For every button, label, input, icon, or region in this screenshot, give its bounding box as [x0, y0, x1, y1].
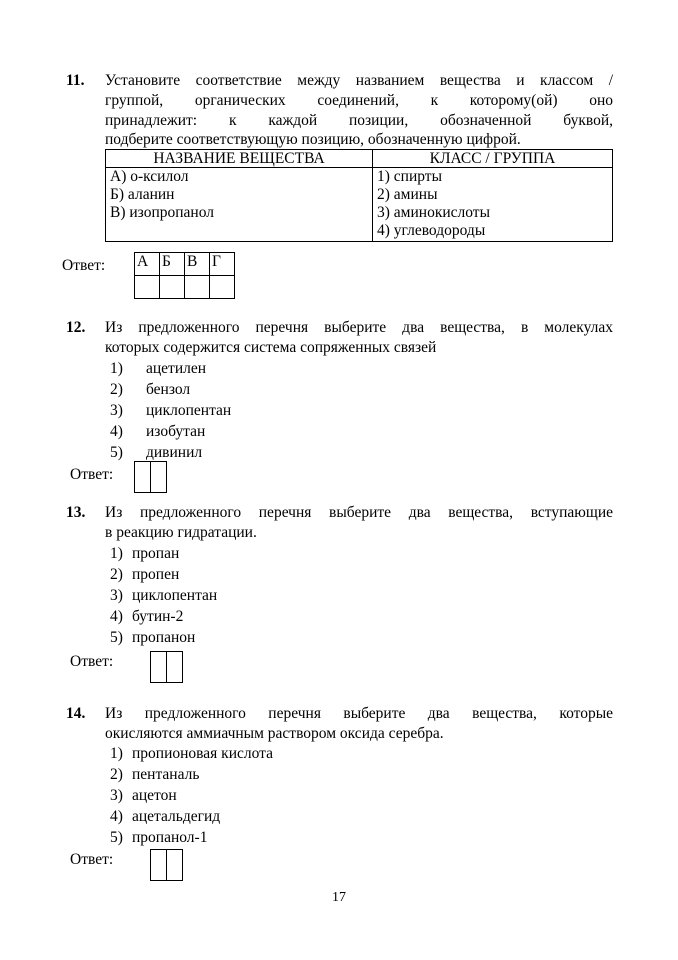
classes-column — [373, 168, 613, 242]
class-4: 4) углеводороды — [377, 222, 486, 239]
answer-label-12: Ответ: — [70, 466, 114, 483]
q12-option-5 — [110, 443, 202, 463]
class-1: 1) спирты — [377, 168, 442, 185]
q12-option-1-number: 1) — [110, 360, 123, 377]
substance-a: А) о-ксилол — [110, 168, 189, 185]
q14-option-4-text: ацетальдегид — [132, 808, 221, 825]
q13-option-2-text: пропен — [132, 566, 180, 583]
question-11-number: 11. — [66, 72, 85, 89]
q13-option-2-number: 2) — [110, 566, 123, 583]
q14-option-1-number: 1) — [110, 745, 123, 762]
q13-option-3-text: циклопентан — [132, 587, 218, 604]
q12-option-1 — [110, 359, 206, 379]
question-11-line-4: подберите соответствующую позицию, обозначенную цифрой. — [105, 131, 521, 148]
q13-option-4 — [110, 607, 183, 627]
q14-option-1 — [110, 744, 273, 764]
q12-option-4 — [110, 422, 205, 442]
q12-option-1-text: ацетилен — [146, 360, 207, 377]
q12-option-3 — [110, 401, 231, 421]
q14-option-5-text: пропанол-1 — [132, 829, 208, 846]
q13-option-5-number: 5) — [110, 629, 123, 646]
question-13-line-1: Из предложенного перечня выберите два вещества, вступающие — [105, 504, 613, 521]
q13-option-3 — [110, 586, 217, 606]
q14-option-4 — [110, 807, 220, 827]
q12-option-3-text: циклопентан — [146, 402, 232, 419]
header-substance-name: НАЗВАНИЕ ВЕЩЕСТВА — [106, 150, 373, 168]
q13-option-4-text: бутин-2 — [132, 608, 184, 625]
q12-option-5-number: 5) — [110, 444, 123, 461]
q12-option-4-number: 4) — [110, 423, 123, 440]
class-2: 2) амины — [377, 186, 438, 203]
q13-option-5-text: пропанон — [132, 629, 196, 646]
answer-box-13-cell-2[interactable] — [167, 651, 183, 683]
page-number: 17 — [332, 890, 346, 905]
question-12-line-1: Из предложенного перечня выберите два вещества, в молекулах — [105, 319, 613, 336]
q14-option-2-number: 2) — [110, 766, 123, 783]
q14-option-4-number: 4) — [110, 808, 123, 825]
answer-box-14[interactable] — [150, 849, 183, 881]
answer-box-12[interactable] — [134, 461, 167, 493]
question-12-line-2: которых содержится система сопряженных связей — [105, 339, 437, 356]
answer-box-13-cell-1[interactable] — [150, 651, 167, 683]
substances-column — [106, 168, 373, 242]
q14-option-2-text: пентаналь — [132, 766, 200, 783]
question-11-line-2: группой, органических соединений, к которому(ой) оно — [105, 92, 613, 109]
question-14-number: 14. — [66, 705, 86, 722]
q12-option-2 — [110, 380, 190, 400]
question-12-number: 12. — [66, 319, 86, 336]
q14-option-1-text: пропионовая кислота — [132, 745, 274, 762]
q13-option-3-number: 3) — [110, 587, 123, 604]
answer-box-14-cell-1[interactable] — [150, 849, 167, 881]
q12-option-2-number: 2) — [110, 381, 123, 398]
q12-option-3-number: 3) — [110, 402, 123, 419]
q12-option-2-text: бензол — [146, 381, 191, 398]
answer-cell-a[interactable] — [135, 276, 160, 299]
answer-letter-v: В — [185, 253, 210, 276]
answer-cell-v[interactable] — [185, 276, 210, 299]
q13-option-5 — [110, 628, 195, 648]
q14-option-3-text: ацетон — [132, 787, 177, 804]
answer-label-13: Ответ: — [70, 653, 114, 670]
q13-option-2 — [110, 565, 179, 585]
answer-label-11: Ответ: — [62, 257, 106, 274]
class-3: 3) аминокислоты — [377, 204, 490, 221]
q13-option-4-number: 4) — [110, 608, 123, 625]
answer-letter-a: А — [135, 253, 160, 276]
answer-box-14-cell-2[interactable] — [167, 849, 183, 881]
substance-c: В) изопропанол — [110, 204, 214, 221]
answer-box-12-cell-1[interactable] — [134, 461, 151, 493]
answer-cell-b[interactable] — [160, 276, 185, 299]
question-11-line-1: Установите соответствие между названием вещества и классом / — [105, 72, 613, 89]
question-11-line-3: принадлежит: к каждой позиции, обозначенной буквой, — [105, 112, 613, 129]
answer-label-14: Ответ: — [70, 851, 114, 868]
header-class-group: КЛАСС / ГРУППА — [373, 150, 613, 168]
question-13-number: 13. — [66, 504, 86, 521]
question-14-line-2: окисляются аммиачным раствором оксида серебра. — [105, 725, 444, 742]
matching-table — [105, 149, 613, 242]
q13-option-1 — [110, 544, 179, 564]
q12-option-5-text: дивинил — [146, 444, 203, 461]
answer-letter-b: Б — [160, 253, 185, 276]
answer-letter-g: Г — [210, 253, 235, 276]
substance-b: Б) аланин — [110, 186, 175, 203]
q14-option-2 — [110, 765, 199, 785]
answer-grid-11 — [134, 252, 235, 299]
q14-option-3 — [110, 786, 177, 806]
question-14-line-1: Из предложенного перечня выберите два вещества, которые — [105, 705, 613, 722]
q13-option-1-text: пропан — [132, 545, 180, 562]
q14-option-5 — [110, 828, 207, 848]
q14-option-5-number: 5) — [110, 829, 123, 846]
answer-box-13[interactable] — [150, 651, 183, 683]
q14-option-3-number: 3) — [110, 787, 123, 804]
q12-option-4-text: изобутан — [146, 423, 206, 440]
answer-box-12-cell-2[interactable] — [151, 461, 167, 493]
answer-cell-g[interactable] — [210, 276, 235, 299]
question-13-line-2: в реакцию гидратации. — [105, 524, 257, 541]
q13-option-1-number: 1) — [110, 545, 123, 562]
